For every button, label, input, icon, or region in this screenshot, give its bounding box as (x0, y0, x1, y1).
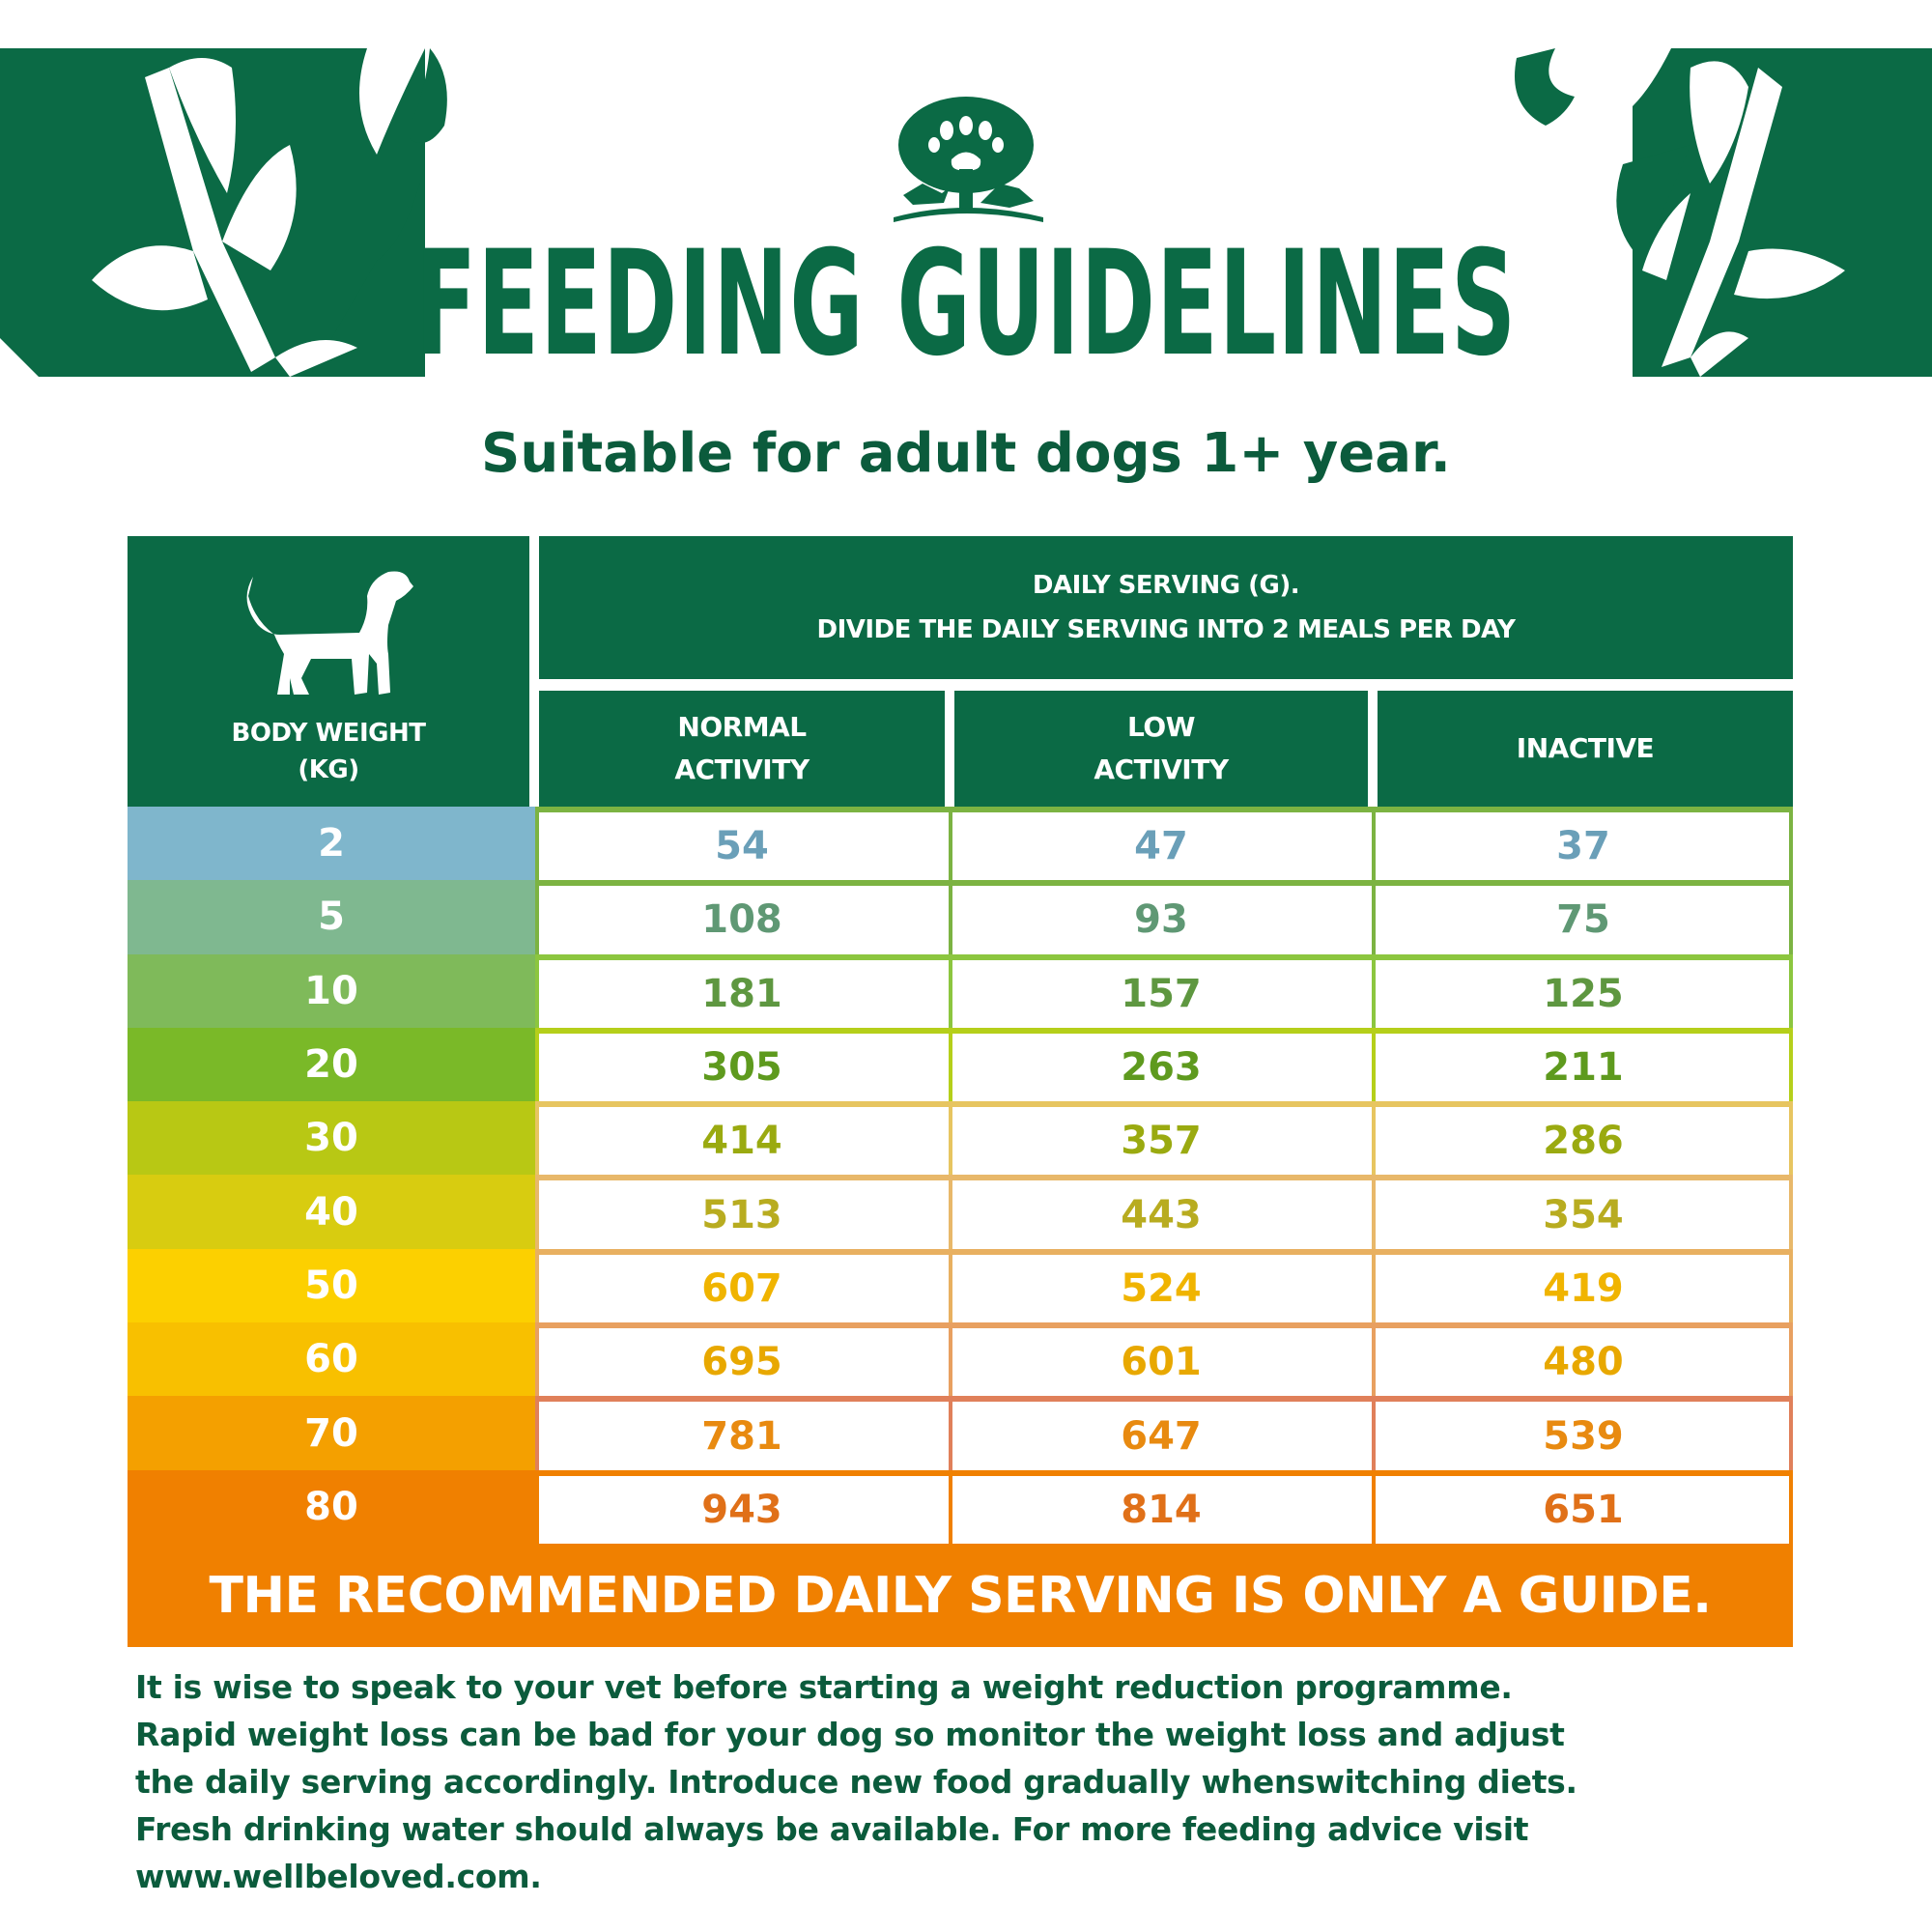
column-divider (1789, 954, 1793, 1028)
body-weight-cell: 70 (128, 1396, 535, 1469)
serving-cell-normal: 513 (539, 1180, 945, 1248)
column-divider (1789, 1249, 1793, 1322)
table-row (128, 880, 1793, 953)
page-subtitle: Suitable for adult dogs 1+ year. (481, 422, 1451, 485)
body-weight-cell: 60 (128, 1322, 535, 1396)
serving-cell-inactive: 651 (1378, 1476, 1789, 1544)
body-weight-header (128, 536, 529, 807)
column-divider (949, 1028, 952, 1101)
guide-disclaimer-banner: THE RECOMMENDED DAILY SERVING IS ONLY A GUIDE. (128, 1544, 1793, 1647)
serving-cell-inactive: 75 (1378, 886, 1789, 953)
website-link[interactable]: www.wellbeloved.com. (135, 1858, 542, 1895)
table-row (128, 807, 1793, 880)
serving-cell-inactive: 480 (1378, 1328, 1789, 1396)
serving-cell-low: 814 (954, 1476, 1368, 1544)
column-divider (1789, 807, 1793, 880)
column-divider (1372, 954, 1376, 1028)
serving-cell-normal: 695 (539, 1328, 945, 1396)
table-row (128, 1322, 1793, 1396)
column-divider (1372, 1470, 1376, 1544)
table-row (128, 1028, 1793, 1101)
serving-cell-low: 263 (954, 1034, 1368, 1101)
column-divider (1789, 880, 1793, 953)
table-row (128, 1470, 1793, 1544)
table-row (128, 1101, 1793, 1175)
serving-cell-low: 647 (954, 1402, 1368, 1469)
column-divider (1372, 1101, 1376, 1175)
column-divider (949, 1470, 952, 1544)
table-row (128, 1396, 1793, 1469)
body-weight-cell: 30 (128, 1101, 535, 1175)
feeding-advice-note: It is wise to speak to your vet before starting a weight reduction programme. Rapid weight loss can be bad for your dog so monitor the weight loss and adjust the daily serving accordingly. Introduce new food gradually whenswitching diets. Fresh drinking water should always be available. For more feeding advice visit www.wellbeloved.com. (135, 1663, 1797, 1900)
column-header-low-activity: LOW ACTIVITY (954, 691, 1368, 807)
table-row (128, 1249, 1793, 1322)
column-header-inactive: INACTIVE (1378, 691, 1793, 807)
serving-cell-normal: 943 (539, 1476, 945, 1544)
table-header (128, 536, 1793, 807)
column-divider (949, 1322, 952, 1396)
column-divider (1789, 1470, 1793, 1544)
body-weight-cell: 20 (128, 1028, 535, 1101)
feeding-table (128, 536, 1793, 1544)
serving-cell-low: 93 (954, 886, 1368, 953)
column-divider (1372, 880, 1376, 953)
dog-silhouette-icon (234, 557, 427, 707)
column-header-normal-activity: NORMAL ACTIVITY (539, 691, 945, 807)
column-divider (1372, 1322, 1376, 1396)
body-weight-cell: 10 (128, 954, 535, 1028)
body-weight-label: BODY WEIGHT (KG) (231, 719, 426, 784)
serving-cell-inactive: 419 (1378, 1255, 1789, 1322)
serving-cell-normal: 108 (539, 886, 945, 953)
body-weight-cell: 2 (128, 807, 535, 880)
body-weight-cell: 50 (128, 1249, 535, 1322)
daily-serving-header: DAILY SERVING (G). DIVIDE THE DAILY SERVING INTO 2 MEALS PER DAY (539, 536, 1793, 679)
serving-cell-inactive: 286 (1378, 1107, 1789, 1175)
tree-paw-logo-icon (874, 87, 1058, 232)
column-divider (949, 1396, 952, 1469)
body-weight-cell: 5 (128, 880, 535, 953)
column-divider (949, 807, 952, 880)
serving-cell-normal: 607 (539, 1255, 945, 1322)
serving-cell-low: 443 (954, 1180, 1368, 1248)
serving-cell-low: 524 (954, 1255, 1368, 1322)
column-divider (1372, 1396, 1376, 1469)
table-row (128, 1175, 1793, 1248)
column-divider (1789, 1028, 1793, 1101)
table-row (128, 954, 1793, 1028)
serving-cell-low: 47 (954, 812, 1368, 880)
serving-cell-inactive: 211 (1378, 1034, 1789, 1101)
serving-cell-inactive: 125 (1378, 960, 1789, 1028)
column-divider (1372, 1249, 1376, 1322)
column-divider (949, 1249, 952, 1322)
column-divider (949, 880, 952, 953)
column-divider (1372, 1028, 1376, 1101)
page-title: FEEDING GUIDELINES (414, 220, 1518, 388)
column-divider (949, 1101, 952, 1175)
serving-cell-normal: 305 (539, 1034, 945, 1101)
column-divider (1789, 1396, 1793, 1469)
serving-cell-low: 157 (954, 960, 1368, 1028)
serving-cell-inactive: 354 (1378, 1180, 1789, 1248)
serving-cell-normal: 181 (539, 960, 945, 1028)
body-weight-cell: 40 (128, 1175, 535, 1248)
serving-cell-low: 357 (954, 1107, 1368, 1175)
column-divider (1372, 807, 1376, 880)
column-divider (949, 1175, 952, 1248)
column-divider (1789, 1322, 1793, 1396)
body-weight-cell: 80 (128, 1470, 535, 1544)
column-divider (1372, 1175, 1376, 1248)
serving-cell-inactive: 539 (1378, 1402, 1789, 1469)
serving-cell-low: 601 (954, 1328, 1368, 1396)
column-divider (1789, 1101, 1793, 1175)
serving-cell-normal: 54 (539, 812, 945, 880)
column-divider (949, 954, 952, 1028)
serving-cell-normal: 781 (539, 1402, 945, 1469)
column-divider (1789, 1175, 1793, 1248)
serving-cell-normal: 414 (539, 1107, 945, 1175)
table-body (128, 807, 1793, 1544)
serving-cell-inactive: 37 (1378, 812, 1789, 880)
